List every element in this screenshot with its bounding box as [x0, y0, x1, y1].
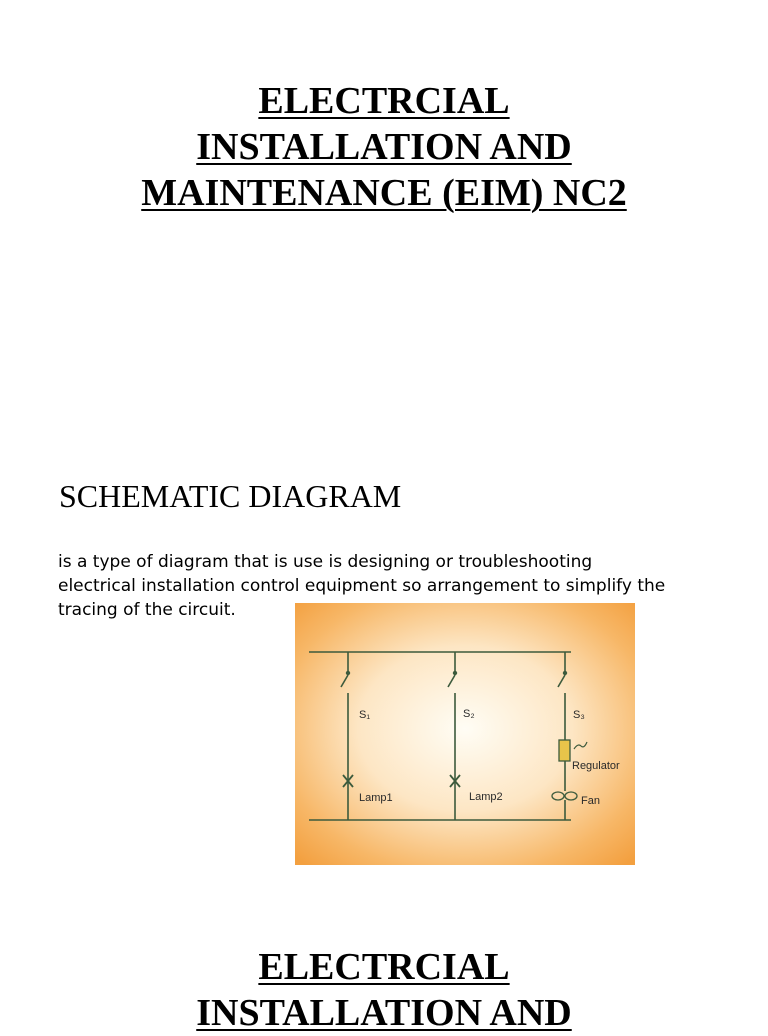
- fan-label: Fan: [581, 795, 600, 807]
- switch-2-label: S₂: [463, 708, 475, 720]
- regulator-icon: [559, 740, 570, 761]
- switch-1-label: S₁: [359, 709, 371, 721]
- title-line-2: INSTALLATION AND: [196, 126, 572, 168]
- title-line-3: MAINTENANCE (EIM) NC2: [141, 172, 627, 214]
- description-line-3: tracing of the circuit.: [58, 600, 236, 620]
- document-title: [0, 78, 768, 216]
- schematic-diagram: [295, 603, 635, 865]
- schematic-diagram-svg: [295, 603, 635, 865]
- section-heading: SCHEMATIC DIAGRAM: [59, 478, 402, 514]
- diagram-background: [295, 603, 635, 865]
- lamp-1-label: Lamp1: [359, 792, 393, 804]
- description-line-2: electrical installation control equipment so arrangement to simplify the: [58, 576, 666, 596]
- repeated-document-title: [0, 944, 768, 1036]
- description-line-1: is a type of diagram that is use is designing or troubleshooting: [58, 552, 593, 572]
- title-line-1: ELECTRCIAL: [258, 80, 510, 122]
- repeated-title-line-1: ELECTRCIAL: [258, 946, 510, 988]
- lamp-2-label: Lamp2: [469, 791, 503, 803]
- switch-3-label: S₃: [573, 709, 585, 721]
- repeated-title-line-2: INSTALLATION AND: [196, 992, 572, 1034]
- regulator-label: Regulator: [572, 760, 620, 772]
